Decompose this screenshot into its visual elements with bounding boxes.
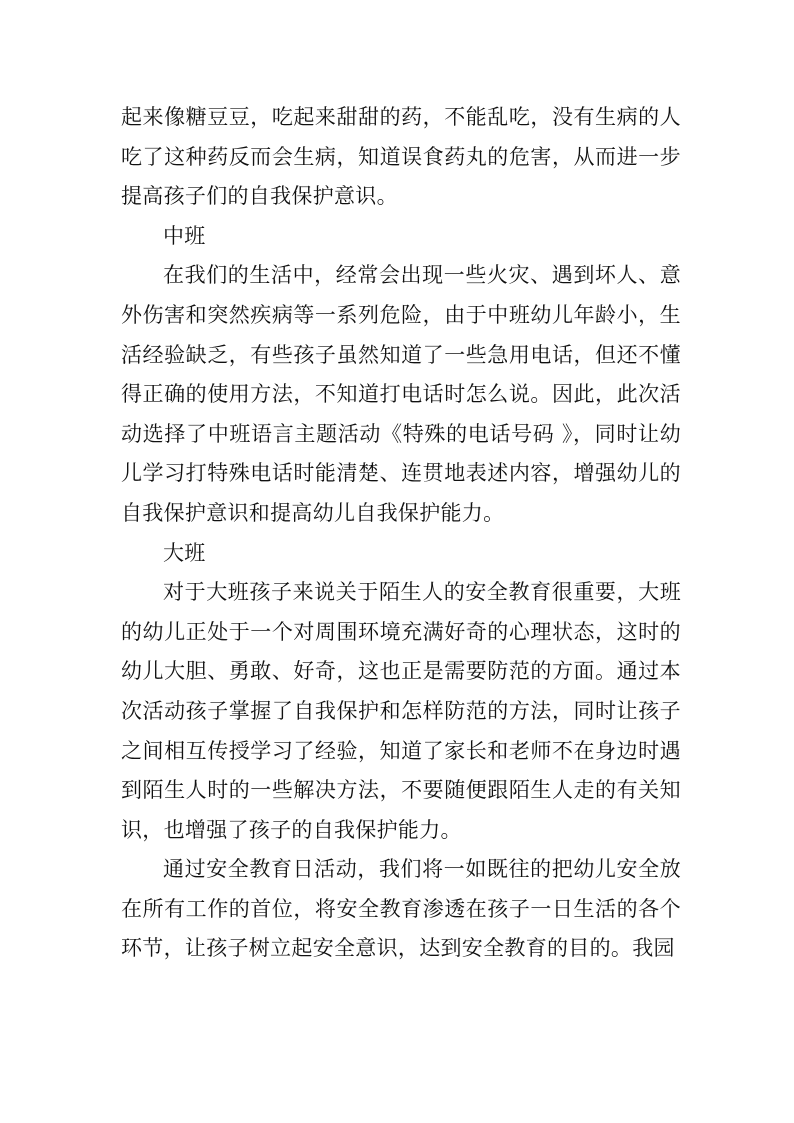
section-heading-senior-class: 大班 bbox=[163, 540, 206, 565]
paragraph-conclusion: 通过安全教育日活动，我们将一如既往的把幼儿安全放在所有工作的首位，将安全教育渗透在孩子一日生活的各个环节，让孩子树立起安全意识，达到安全教育的目的。我园 bbox=[121, 857, 681, 961]
paragraph-continuation: 起来像糖豆豆，吃起来甜甜的药，不能乱吃，没有生病的人吃了这种药反而会生病，知道误食药丸的危害，从而进一步提高孩子们的自我保护意识。 bbox=[121, 105, 681, 209]
section-heading-middle-class: 中班 bbox=[163, 223, 206, 248]
document-body bbox=[121, 98, 681, 969]
paragraph-middle-class: 在我们的生活中，经常会出现一些火灾、遇到坏人、意外伤害和突然疾病等一系列危险，由于中班幼儿年龄小，生活经验缺乏，有些孩子虽然知道了一些急用电话，但还不懂得正确的使用方法，不知道打电话时怎么说。因此，此次活动选择了中班语言主题活动《特殊的电话号码 》，同时让幼儿学习打特殊电话时能清楚、连贯地表述内容，增强幼儿的自我保护意识和提高幼儿自我保护能力。 bbox=[121, 263, 681, 525]
paragraph-senior-class: 对于大班孩子来说关于陌生人的安全教育很重要，大班的幼儿正处于一个对周围环境充满好奇的心理状态，这时的幼儿大胆、勇敢、好奇，这也正是需要防范的方面。通过本次活动孩子掌握了自我保护和怎样防范的方法，同时让孩子之间相互传授学习了经验，知道了家长和老师不在身边时遇到陌生人时的一些解决方法，不要随便跟陌生人走的有关知识，也增强了孩子的自我保护能力。 bbox=[121, 580, 681, 842]
